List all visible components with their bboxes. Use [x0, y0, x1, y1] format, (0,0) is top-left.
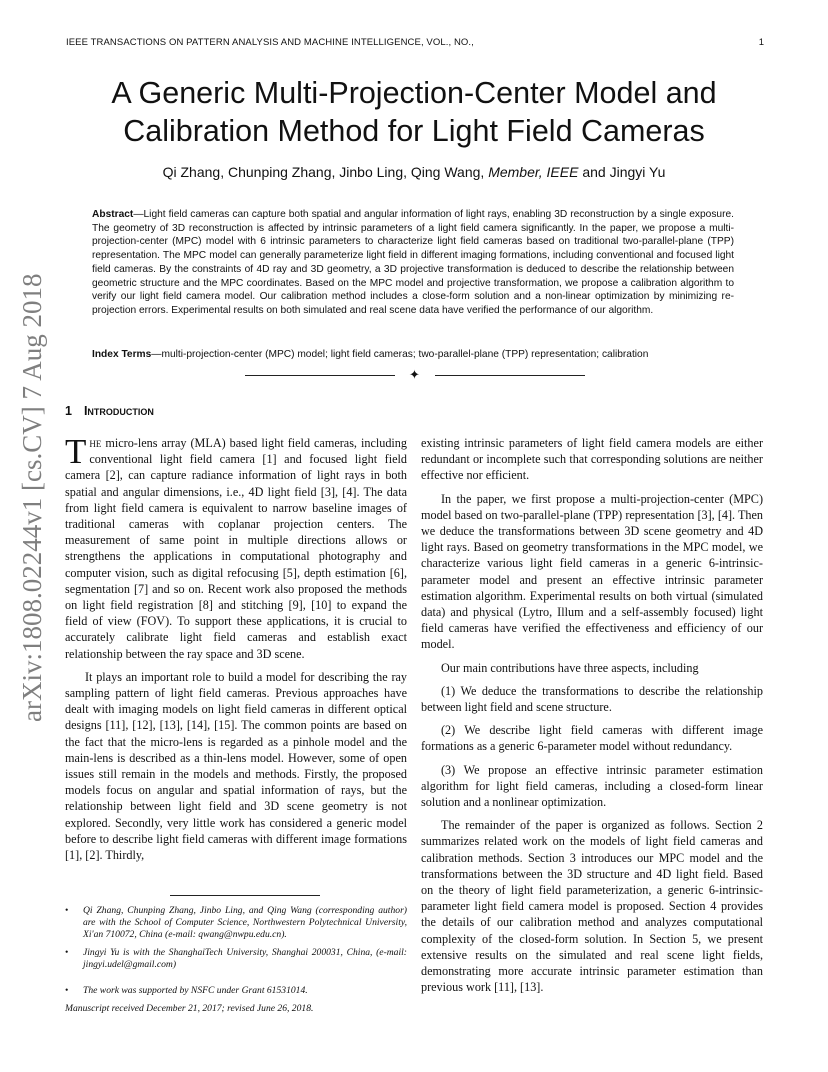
left-column: [65, 432, 407, 870]
page-number: 1: [758, 37, 764, 48]
footnote-text: The work was supported by NSFC under Grant 61531014.: [83, 985, 308, 996]
footnote: [65, 947, 407, 971]
paragraph: The remainder of the paper is organized as follows. Section 2 summarizes related work on the models of light field cameras and calibration methods. Section 3 introduces our MPC model and the transformations between the 3D structure and 4D light field. Based on the theory of light field parameterization, a generic 6-intrinsic-parameter light field camera model is proposed. Section 4 provides the details of our calibration method and analyzes computational complexity of the closed-form solution. In Section 5, we present extensive results on the simulated and real scene light fields, demonstrating more accurate intrinsic parameter estimation than previous work [11], [13].: [421, 818, 763, 995]
paragraph: (2) We describe light field cameras with different image formations as a generic 6-parameter model without redundancy.: [421, 723, 763, 754]
divider-line-left: [245, 375, 395, 376]
divider-line-right: [435, 375, 585, 376]
running-header: IEEE TRANSACTIONS ON PATTERN ANALYSIS AND MACHINE INTELLIGENCE, VOL., NO.,: [66, 37, 474, 48]
footnote: [65, 985, 407, 997]
index-terms: [92, 348, 734, 362]
author-names: Qi Zhang, Chunping Zhang, Jinbo Ling, Qing Wang,: [162, 164, 485, 180]
abstract-text: —Light field cameras can capture both spatial and angular information of light rays, enabling 3D reconstruction by a single exposure. The geometry of 3D reconstruction is affected by intrinsic parameters of a light field camera significantly. In the paper, we propose a multi-projection-center (MPC) model with 6 intrinsic parameters to characterize light field cameras based on traditional two-parallel-plane (TPP) representation. The MPC model can generally parameterize light field in different imaging formations, including conventional and focused light field cameras. By the constraints of 4D ray and 3D geometry, a 3D projective transformation is deduced to describe the relationship between geometric structure and the MPC coordinates. Based on the MPC model and projective transformation, we propose a calibration algorithm to verify our light field camera model. Our calibration method includes a close-form solution and a non-linear optimization by minimizing re-projection errors. Experimental results on both simulated and real scene data have verified the performance of our algorithm.: [92, 209, 734, 316]
arxiv-watermark: arXiv:1808.02244v1 [cs.CV] 7 Aug 2018: [17, 273, 47, 722]
abstract: [92, 208, 734, 318]
section-heading: [65, 404, 154, 418]
index-terms-label: Index Terms: [92, 349, 152, 360]
bullet-icon: •: [65, 947, 69, 958]
bullet-icon: •: [65, 985, 69, 996]
footnote: [65, 905, 407, 941]
manuscript-note: Manuscript received December 21, 2017; revised June 26, 2018.: [65, 1003, 314, 1014]
author-membership: Member, IEEE: [488, 164, 579, 180]
author-last: and Jingyi Yu: [582, 164, 666, 180]
section-divider: [245, 368, 585, 382]
section-title: Introduction: [83, 404, 154, 418]
diamond-icon: ✦: [409, 367, 420, 382]
paragraph: In the paper, we first propose a multi-projection-center (MPC) model based on two-parallel-plane (TPP) representation [3], [4]. Then we deduce the transformations between 3D scene geometry and 4D light rays. Based on geometry transformations in the MPC model, we characterize various light field cameras in a generic 6-intrinsic-parameter model and present an effective intrinsic parameter estimation algorithm. Experimental results on both virtual (simulated data) and physical (Lytro, Illum and a self-assembly focused) light field cameras have verified the effectiveness and efficiency of our model.: [421, 491, 763, 652]
index-terms-text: —multi-projection-center (MPC) model; light field cameras; two-parallel-plane (TPP) representation; calibration: [151, 349, 649, 360]
paragraph-text: micro-lens array (MLA) based light field cameras, including conventional light field camera [1] and focused light field camera [2], can capture radiance information of light rays in both spatial and angular dimensions, i.e., 4D light field [3], [4]. The data from light field camera is equivalent to narrow baseline images of traditional cameras with coplanar projection centers. The measurement of same point in multiple directions allows or strengthens the applications in computational photography and computer vision, such as digital refocusing [5], depth estimation [6], segmentation [7] and so on. Recent work also proposed the methods on light field registration [8] and stitching [9], [10] to expand the field of view (FOV). To support these applications, it is crucial to accurately calibrate light field cameras and establish exact relationship between the ray space and 3D scene.: [65, 436, 407, 661]
paragraph: It plays an important role to build a model for describing the ray sampling pattern of light field cameras. Previous approaches have dealt with imaging models on light field cameras in different optical designs [11], [12], [13], [14], [15]. The common points are based on the fact that the micro-lens is regarded as a pinhole model and the main-lens is described as a thin-lens model. However, some of open issues still remain in the models and methods. Firstly, the proposed models focus on angular and spatial information of rays, but the relationship between light field and 3D scene geometry is not explored. Secondly, very little work has considered a generic model before to describe light field cameras with different image formations [1], [2]. Thirdly,: [65, 669, 407, 863]
footnote-rule: [170, 895, 320, 896]
paragraph: (3) We propose an effective intrinsic parameter estimation algorithm for light field cameras, including a closed-form linear solution and a nonlinear optimization.: [421, 762, 763, 810]
paper-title: A Generic Multi-Projection-Center Model and Calibration Method for Light Field Cameras: [111, 76, 717, 148]
bullet-icon: •: [65, 905, 69, 916]
section-number: 1: [65, 404, 72, 418]
footnote-text: Qi Zhang, Chunping Zhang, Jinbo Ling, and Qing Wang (corresponding author) are with the School of Computer Science, Northwestern Polytechnical University, Xi'an 710072, China (e-mail: qwang@nwpu.edu.cn).: [83, 905, 407, 940]
first-word: he: [89, 436, 102, 450]
footnotes: [65, 905, 407, 1015]
paragraph: (1) We deduce the transformations to describe the relationship between light field and scene structure.: [421, 683, 763, 715]
abstract-label: Abstract: [92, 209, 134, 220]
dropcap: T: [65, 432, 87, 471]
footnote-text: Jingyi Yu is with the ShanghaiTech University, Shanghai 200031, China, (e-mail: jingyi.udel@gmail.com): [83, 947, 407, 970]
right-column: [421, 435, 763, 1003]
paragraph: [65, 432, 407, 662]
author-line: [60, 164, 768, 180]
paragraph: Our main contributions have three aspects, including: [441, 660, 699, 675]
paragraph: existing intrinsic parameters of light field camera models are either redundant or incomplete such that corresponding solutions are neither effective nor efficient.: [421, 436, 763, 483]
